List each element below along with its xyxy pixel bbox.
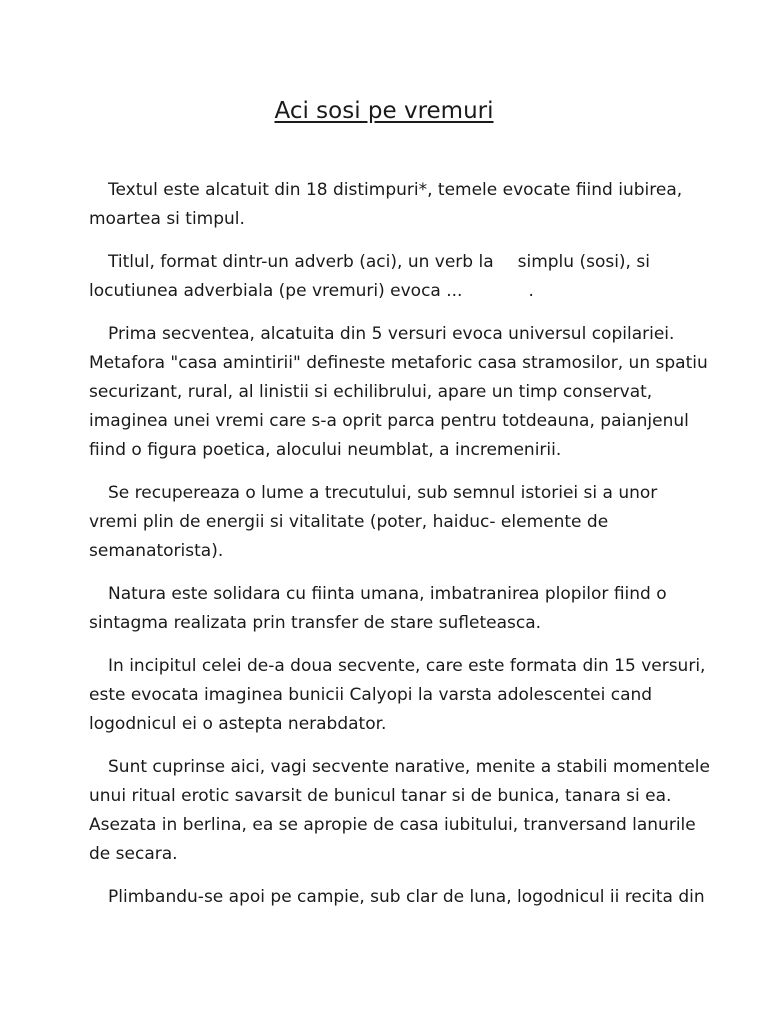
paragraph-5 xyxy=(89,580,685,638)
paragraph-line: sintagma realizata prin transfer de stare sufleteasca. xyxy=(89,613,542,633)
paragraph-line-segment: Titlul, format dintr-un adverb (aci), un verb la xyxy=(108,252,494,272)
paragraph-2 xyxy=(89,248,685,306)
paragraph-line: Natura este solidara cu fiinta umana, imbatranirea plopilor fiind o xyxy=(108,584,667,604)
paragraph-line: In incipitul celei de-a doua secvente, care este formata din 15 versuri, xyxy=(108,656,706,676)
paragraph-1 xyxy=(89,176,685,234)
paragraph-line-segment: . xyxy=(528,281,534,301)
paragraph-line: Sunt cuprinse aici, vagi secvente narative, menite a stabili momentele xyxy=(108,757,710,777)
paragraph-4 xyxy=(89,479,685,566)
document-body xyxy=(89,176,710,926)
paragraph-line: Asezata in berlina, ea se apropie de casa iubitului, tranversand lanurile xyxy=(89,815,696,835)
paragraph-line: Textul este alcatuit din 18 distimpuri*, temele evocate fiind iubirea, xyxy=(108,180,683,200)
paragraph-line xyxy=(89,248,685,277)
paragraph-line: Metafora "casa amintirii" defineste metaforic casa stramosilor, un spatiu xyxy=(89,353,708,373)
paragraph-8 xyxy=(89,883,705,912)
paragraph-line-segment: simplu (sosi), si xyxy=(517,252,650,272)
paragraph-line: securizant, rural, al linistii si echilibrului, apare un timp conservat, xyxy=(89,382,653,402)
paragraph-line: Plimbandu-se apoi pe campie, sub clar de luna, logodnicul ii recita din xyxy=(108,887,705,907)
paragraph-line: moartea si timpul. xyxy=(89,209,245,229)
paragraph-line: este evocata imaginea bunicii Calyopi la varsta adolescentei cand xyxy=(89,685,653,705)
paragraph-line: unui ritual erotic savarsit de bunicul tanar si de bunica, tanara si ea. xyxy=(89,786,672,806)
paragraph-line: Se recupereaza o lume a trecutului, sub semnul istoriei si a unor xyxy=(108,483,658,503)
paragraph-line-segment: locutiunea adverbiala (pe vremuri) evoca ... xyxy=(89,281,463,301)
paragraph-line: fiind o figura poetica, alocului neumblat, a incremenirii. xyxy=(89,440,562,460)
paragraph-7 xyxy=(89,753,710,869)
paragraph-line: de secara. xyxy=(89,844,178,864)
paragraph-line: imaginea unei vremi care s-a oprit parca pentru totdeauna, paianjenul xyxy=(89,411,689,431)
paragraph-line xyxy=(89,277,685,306)
document-title: Aci sosi pe vremuri xyxy=(274,98,494,124)
paragraph-3 xyxy=(89,320,708,465)
paragraph-line: Prima secventea, alcatuita din 5 versuri evoca universul copilariei. xyxy=(108,324,675,344)
paragraph-line: vremi plin de energii si vitalitate (poter, haiduc- elemente de xyxy=(89,512,609,532)
paragraph-line: logodnicul ei o astepta nerabdator. xyxy=(89,714,387,734)
paragraph-line: semanatorista). xyxy=(89,541,224,561)
paragraph-6 xyxy=(89,652,706,739)
